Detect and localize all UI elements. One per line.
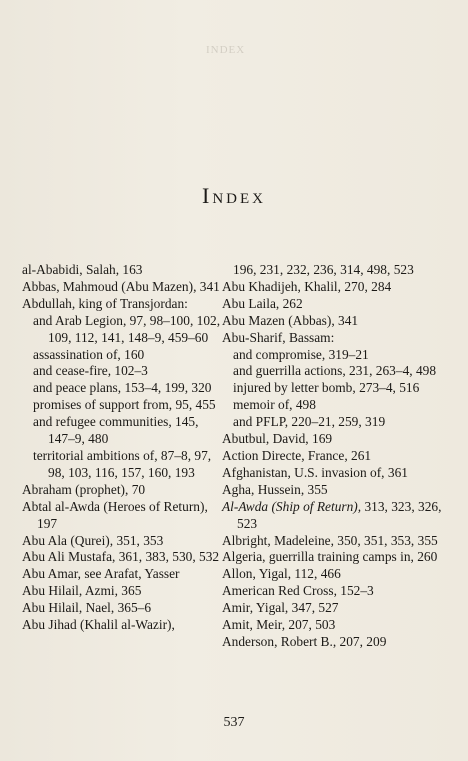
index-entry: Abbas, Mahmoud (Abu Mazen), 341 [22, 278, 220, 294]
index-entry: Abu Hilail, Nael, 365–6 [22, 600, 152, 616]
index-entry: and compromise, 319–21 [233, 346, 369, 362]
index-entry: al-Ababidi, Salah, 163 [22, 262, 143, 277]
index-entry: Anderson, Robert B., 207, 209 [222, 633, 387, 649]
index-column-right [222, 262, 442, 651]
index-entry: 196, 231, 232, 236, 314, 498, 523 [233, 262, 414, 277]
index-entry: territorial ambitions of, 87–8, 97, 98, 103, 116, 157, 160, 193 [33, 447, 212, 480]
index-entry: memoir of, 498 [233, 397, 316, 413]
index-entry: Action Directe, France, 261 [222, 447, 372, 463]
index-column-left [22, 262, 222, 634]
index-entry: American Red Cross, 152–3 [222, 583, 374, 599]
index-entry: Agha, Hussein, 355 [222, 481, 328, 497]
index-entry: Abtal al-Awda (Heroes of Return), 197 [22, 498, 208, 531]
page-title: Index [202, 183, 266, 208]
index-entry: Abdullah, king of Transjordan: [22, 295, 188, 311]
index-entry: promises of support from, 95, 455 [33, 397, 216, 413]
index-entry: Abu Ala (Qurei), 351, 353 [22, 532, 164, 548]
index-entry [222, 499, 442, 533]
index-entry: Abu Jihad (Khalil al-Wazir), [22, 617, 175, 633]
index-entry: Abu Ali Mustafa, 361, 383, 530, 532 [22, 549, 220, 565]
index-entry: Abu Amar, see Arafat, Yasser [22, 566, 180, 582]
index-entry-italic: Al-Awda (Ship of Return), [222, 498, 362, 514]
index-entry: Afghanistan, U.S. invasion of, 361 [222, 464, 408, 480]
bleed-through-header: INDEX [206, 44, 246, 56]
index-entry: Abu-Sharif, Bassam: [222, 329, 335, 345]
index-entry: and guerrilla actions, 231, 263–4, 498 [233, 363, 437, 379]
index-entry: assassination of, 160 [33, 346, 145, 362]
index-entry: and refugee communities, 145, 147–9, 480 [33, 414, 199, 447]
index-entry: and peace plans, 153–4, 199, 320 [33, 380, 212, 396]
index-entry: and cease-fire, 102–3 [33, 363, 148, 379]
index-entry: Abutbul, David, 169 [222, 431, 333, 447]
index-entry: Algeria, guerrilla training camps in, 260 [222, 549, 438, 565]
index-entry: and PFLP, 220–21, 259, 319 [233, 414, 386, 430]
index-entry: Abu Khadijeh, Khalil, 270, 284 [222, 278, 392, 294]
index-entry: Abu Hilail, Azmi, 365 [22, 583, 142, 599]
index-entry: Amit, Meir, 207, 503 [222, 617, 336, 633]
index-entry: injured by letter bomb, 273–4, 516 [233, 380, 420, 396]
index-entry: Abu Laila, 262 [222, 295, 303, 311]
index-entry-pages: 313, 323, 326, 523 [237, 498, 442, 531]
index-entry: Abu Mazen (Abbas), 341 [222, 312, 359, 328]
index-entry: Allon, Yigal, 112, 466 [222, 566, 341, 582]
index-entry: and Arab Legion, 97, 98–100, 102, 109, 112, 141, 148–9, 459–60 [33, 312, 221, 345]
page-number: 537 [223, 715, 245, 730]
index-entry: Abraham (prophet), 70 [22, 481, 146, 497]
index-entry: Albright, Madeleine, 350, 351, 353, 355 [222, 532, 438, 548]
index-entry: Amir, Yigal, 347, 527 [222, 600, 339, 616]
